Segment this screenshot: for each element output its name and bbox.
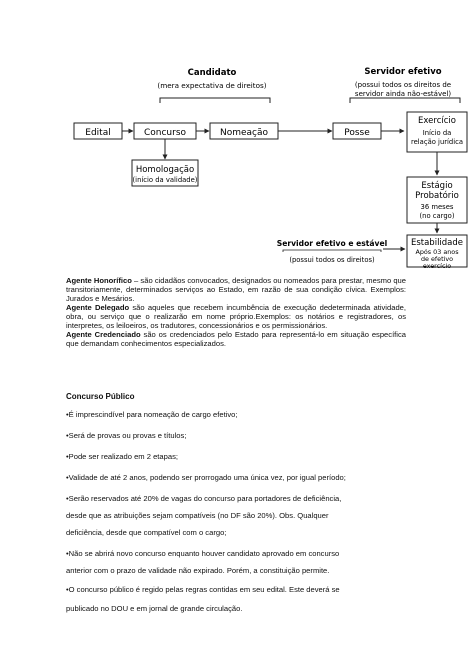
definition-honorifico xyxy=(66,276,406,303)
edital-label: Edital xyxy=(85,128,111,138)
term-delegado: Agente Delegado xyxy=(66,303,130,312)
estagio-sublabel-2: (no cargo) xyxy=(419,212,455,220)
candidato-title: Candidato xyxy=(187,68,237,78)
estabilidade-sublabel-1: Após 03 anos xyxy=(415,248,459,256)
servidor-subtitle-2: servidor ainda não-estável) xyxy=(354,90,452,98)
text-credenciado: são os credenciados pelo Estado para representá-lo em situação específica que demandam conhecimentos especializados. xyxy=(66,330,407,348)
estavel-subtitle: (possui todos os direitos) xyxy=(289,256,375,264)
estavel-bracket xyxy=(283,250,381,252)
estagio-label-2: Probatório xyxy=(415,191,459,201)
definition-delegado xyxy=(66,303,406,330)
servidor-bracket xyxy=(350,98,460,103)
bullet-2: •Será de provas ou provas e títulos; xyxy=(66,431,187,440)
text-delegado: são aqueles que recebem incumbência de execução dedeterminada atividade, obra, ou serviço que o realizarão em nome próprio.Exemplos: os notários e registradores, os interpretes, os leiloeiros, os tradutores, concessionários e os permissionários. xyxy=(66,303,406,330)
definition-credenciado xyxy=(66,330,406,348)
servidor-title: Servidor efetivo xyxy=(364,67,442,77)
exercicio-sublabel-2: relação jurídica xyxy=(410,138,464,146)
estagio-sublabel-1: 36 meses xyxy=(420,203,454,211)
section-title-concurso: Concurso Público xyxy=(66,392,135,401)
concurso-label: Concurso xyxy=(143,128,187,138)
term-honorifico: Agente Honorífico xyxy=(66,276,132,285)
text-honorifico: – são cidadãos convocados, designados ou nomeados para prestar, mesmo que transitoriamente, determinados serviços ao Estado, em razão de sua condição cívica. Exemplos: Jurados e Mesários. xyxy=(66,276,406,303)
term-credenciado: Agente Credenciado xyxy=(66,330,141,339)
homologacao-sublabel: (início da validade) xyxy=(132,176,198,184)
estabilidade-sublabel-3: exercício xyxy=(422,262,452,270)
bullet-6a: •Não se abrirá novo concurso enquanto houver candidato aprovado em concurso xyxy=(66,549,340,558)
homologacao-label: Homologação xyxy=(135,165,195,175)
bullet-4: •Validade de até 2 anos, podendo ser prorrogado uma única vez, por igual período; xyxy=(66,473,346,482)
bullet-1: •É imprescindível para nomeação de cargo efetivo; xyxy=(66,410,238,419)
servidor-subtitle-1: (possui todos os direitos de xyxy=(354,81,452,89)
posse-label: Posse xyxy=(344,128,370,138)
estavel-title: Servidor efetivo e estável xyxy=(276,239,388,248)
exercicio-label: Exercício xyxy=(418,116,456,126)
bullet-5c: deficiência, desde que compatível com o cargo; xyxy=(66,528,227,537)
estabilidade-sublabel-2: de efetivo xyxy=(420,255,454,263)
candidato-subtitle: (mera expectativa de direitos) xyxy=(157,81,267,90)
bullet-5a: •Serão reservados até 20% de vagas do concurso para portadores de deficiência, xyxy=(66,494,342,503)
candidato-bracket xyxy=(160,98,270,103)
bullet-3: •Pode ser realizado em 2 etapas; xyxy=(66,452,178,461)
estabilidade-label: Estabilidade xyxy=(410,238,464,248)
estagio-label-1: Estágio xyxy=(421,181,453,191)
exercicio-sublabel-1: Início da xyxy=(422,129,452,137)
career-flow-diagram xyxy=(0,0,474,270)
nomeacao-label: Nomeação xyxy=(219,128,269,138)
agent-definitions xyxy=(66,276,406,348)
bullet-7a: •O concurso público é regido pelas regras contidas em seu edital. Este deverá se xyxy=(66,585,340,594)
bullet-5b: desde que as atribuições sejam compatíveis (no DF são 20%). Obs. Qualquer xyxy=(66,511,329,520)
bullet-7b: publicado no DOU e em jornal de grande circulação. xyxy=(66,604,243,613)
bullet-6b: anterior com o prazo de validade não expirado. Porém, a constituição permite. xyxy=(66,566,330,575)
